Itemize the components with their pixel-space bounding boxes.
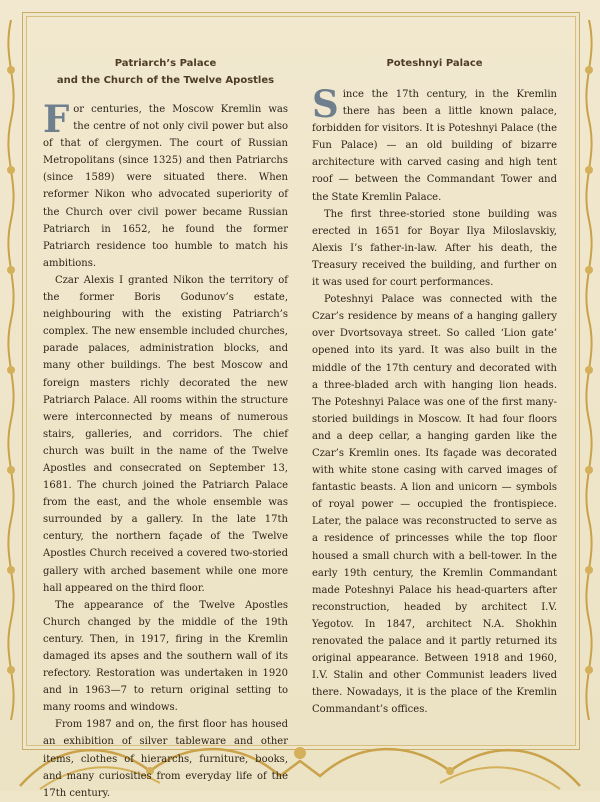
left-paragraph-2: Czar Alexis I granted Nikon the territory of the former Boris Godunov’s estate, neighbouring with the existing Patriarch’s complex. The new ensemble included churches, parade palaces, administration blocks, and many other buildings. The best Moscow and foreign masters richly decorated the new Patriarch Palace. All rooms within the structure were interconnected by means of numerous stairs, galleries, and corridors. The chief church was built in the name of the Twelve Apostles and consecrated on September 13, 1681. The church joined the Patriarch Palace from the east, and the whole ensemble was surrounded by a gallery. In the late 17th century, the northern façade of the Twelve Apostles Church received a covered two-storied gallery with arched basement while one more hall appeared on the third floor. bbox=[43, 274, 288, 594]
right-column bbox=[312, 55, 557, 718]
right-paragraph-3: Poteshnyi Palace was connected with the Czar’s residence by means of a hanging gallery over Dvortsovaya street. So called ‘Lion gate’ opened into its yard. It was also built in the middle of the 17th century and decorated with a three-bladed arch with hanging lion heads. The Poteshnyi Palace was one of the first many-storied buildings in Moscow. It had four floors and a deep cellar, a hanging garden like the Czar’s Kremlin ones. Its façade was decorated with white stone casing with carved images of fantastic beasts. A lion and unicorn — symbols of royal power — occupied the frontispiece. Later, the palace was reconstructed to serve as a residence of princesses while the top floor housed a small church with a bell-tower. In the early 19th century, the Kremlin Commandant made Poteshnyi Palace his head-quarters after reconstruction, headed by architect I.V. Yegotov. In 1847, architect N.A. Shokhin renovated the palace and it partly returned its original appearance. Between 1918 and 1960, I.V. Stalin and other Communist leaders lived there. Nowadays, it is the place of the Kremlin Commandant’s offices. bbox=[312, 294, 557, 716]
left-ornament bbox=[0, 20, 22, 720]
right-paragraph-1-text: ince the 17th century, in the Kremlin there has been a little known palace, forbidden for visitors. It is Poteshnyi Palace (the Fun Palace) — an old building of bizarre architecture with carved casing and high tent roof — between the Commandant Tower and the State Kremlin Palace. bbox=[312, 89, 557, 203]
left-paragraph-1-text: or centuries, the Moscow Kremlin was the centre of not only civil power but also of that of clergymen. The court of Russian Metropolitans (since 1325) and then Patriarchs (since 1589) were situated there. When reformer Nikon who advocated superiority of the Church over civil power became Russian Patriarch in 1652, he found the former Patriarch residence too humble to match his ambitions. bbox=[43, 104, 288, 269]
heading-line-1: Patriarch’s Palace bbox=[114, 58, 217, 69]
heading-line-2: and the Church of the Twelve Apostles bbox=[56, 75, 275, 86]
right-ornament bbox=[578, 20, 600, 720]
right-column-heading: Poteshnyi Palace bbox=[386, 58, 483, 69]
drop-cap-s: S bbox=[312, 82, 339, 126]
right-paragraph-2: The first three-storied stone building was erected in 1651 for Boyar Ilya Miloslavskiy, Alexis I’s father-in-law. After his death, the Treasury received the building, and further on it was used for court performances. bbox=[312, 208, 557, 289]
left-paragraph-3: The appearance of the Twelve Apostles Church changed by the middle of the 19th century. Then, in 1917, firing in the Kremlin damaged its apses and the southern wall of its refectory. Restoration was undertaken in 1920 and in 1963—7 to return original setting to many rooms and windows. bbox=[43, 599, 288, 714]
right-paragraph-1 bbox=[312, 82, 557, 206]
left-paragraph-4: From 1987 and on, the first floor has housed an exhibition of silver tableware and other items, clothes of hierarchs, furniture, books, and many curiosities from everyday life of the 17th century. bbox=[43, 719, 288, 799]
left-paragraph-1 bbox=[43, 97, 288, 272]
drop-cap-f: F bbox=[43, 97, 70, 141]
left-column-heading bbox=[43, 55, 288, 89]
left-column bbox=[43, 55, 288, 802]
